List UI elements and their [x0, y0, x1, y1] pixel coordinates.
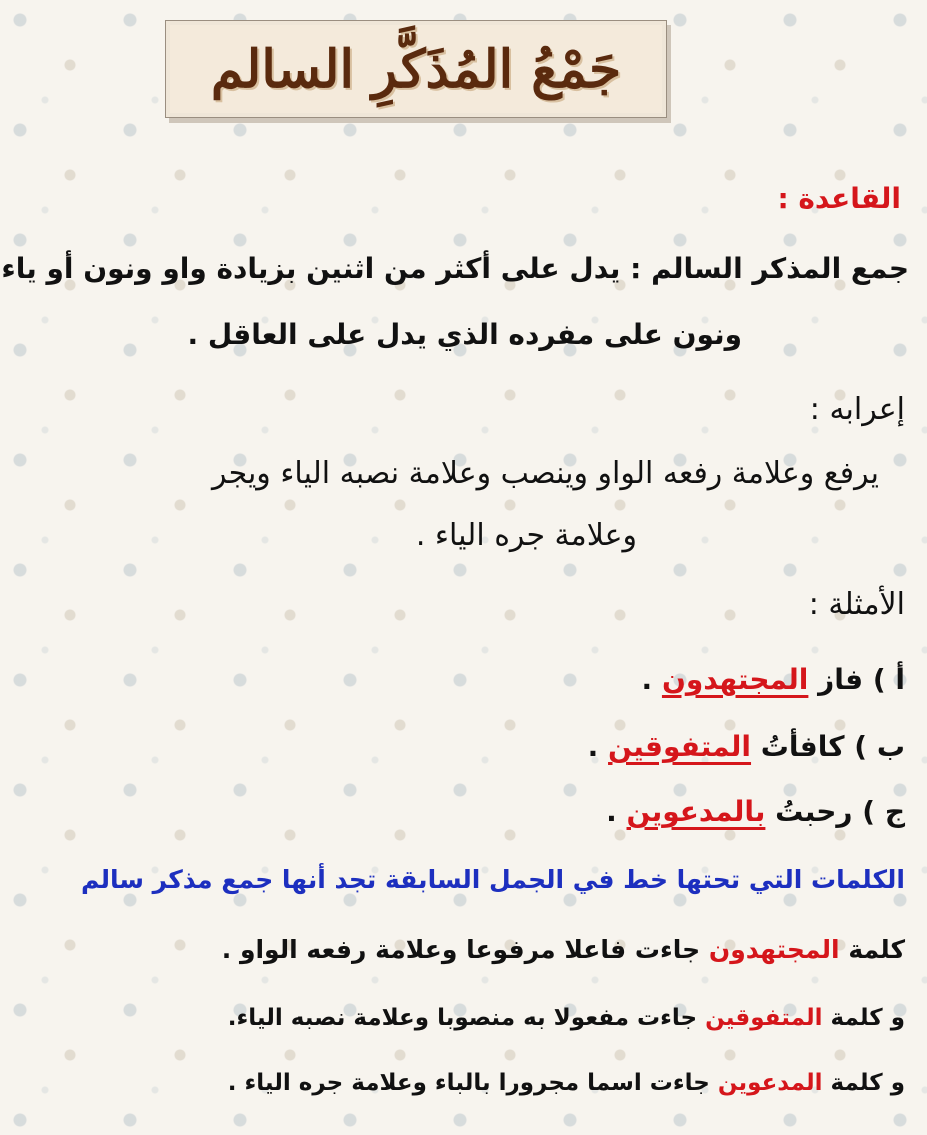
explanation-word: المدعوين	[717, 1070, 823, 1096]
example-prefix: أ ) فاز	[808, 663, 905, 696]
page-title: جَمْعُ المُذَكَّرِ السالم	[210, 38, 622, 100]
explanation-2	[228, 1005, 905, 1031]
rule-heading: القاعدة :	[777, 182, 901, 215]
example-c	[606, 795, 905, 828]
example-prefix: ج ) رحبتُ	[765, 795, 905, 828]
example-highlight-word: بالمدعوين	[626, 795, 766, 828]
rule-line-2: ونون على مفرده الذي يدل على العاقل .	[187, 318, 742, 351]
example-prefix: ب ) كافأتُ	[751, 730, 905, 763]
explanation-suffix: جاءت مفعولا به منصوبا وعلامة نصبه الياء.	[227, 1005, 706, 1031]
example-suffix: .	[587, 730, 609, 763]
example-a	[642, 663, 905, 696]
title-banner	[165, 20, 667, 118]
iraab-line-1: يرفع وعلامة رفعه الواو وينصب وعلامة نصبه الياء ويجر	[212, 456, 879, 491]
explanation-word: المجتهدون	[708, 935, 840, 964]
explanation-suffix: جاءت اسما مجرورا بالباء وعلامة جره الياء .	[227, 1070, 718, 1096]
rule-line-1: جمع المذكر السالم : يدل على أكثر من اثنين بزيادة واو ونون أو ياء	[1, 252, 909, 285]
examples-heading: الأمثلة :	[808, 587, 905, 622]
explanation-word: المتفوقين	[705, 1005, 823, 1031]
explanation-1	[222, 935, 905, 964]
explanation-prefix: و كلمة	[822, 1070, 905, 1096]
iraab-heading: إعرابه :	[809, 392, 905, 427]
underlined-words-note: الكلمات التي تحتها خط في الجمل السابقة تجد أنها جمع مذكر سالم	[80, 865, 905, 894]
explanation-prefix: و كلمة	[822, 1005, 905, 1031]
explanation-3	[228, 1070, 905, 1096]
example-b	[588, 730, 905, 763]
explanation-prefix: كلمة	[839, 935, 905, 964]
iraab-line-2: وعلامة جره الياء .	[415, 518, 637, 553]
example-highlight-word: المجتهدون	[661, 663, 809, 696]
example-suffix: .	[641, 663, 662, 696]
example-suffix: .	[606, 795, 627, 828]
example-highlight-word: المتفوقين	[608, 730, 752, 763]
explanation-suffix: جاءت فاعلا مرفوعا وعلامة رفعه الواو .	[221, 935, 709, 964]
